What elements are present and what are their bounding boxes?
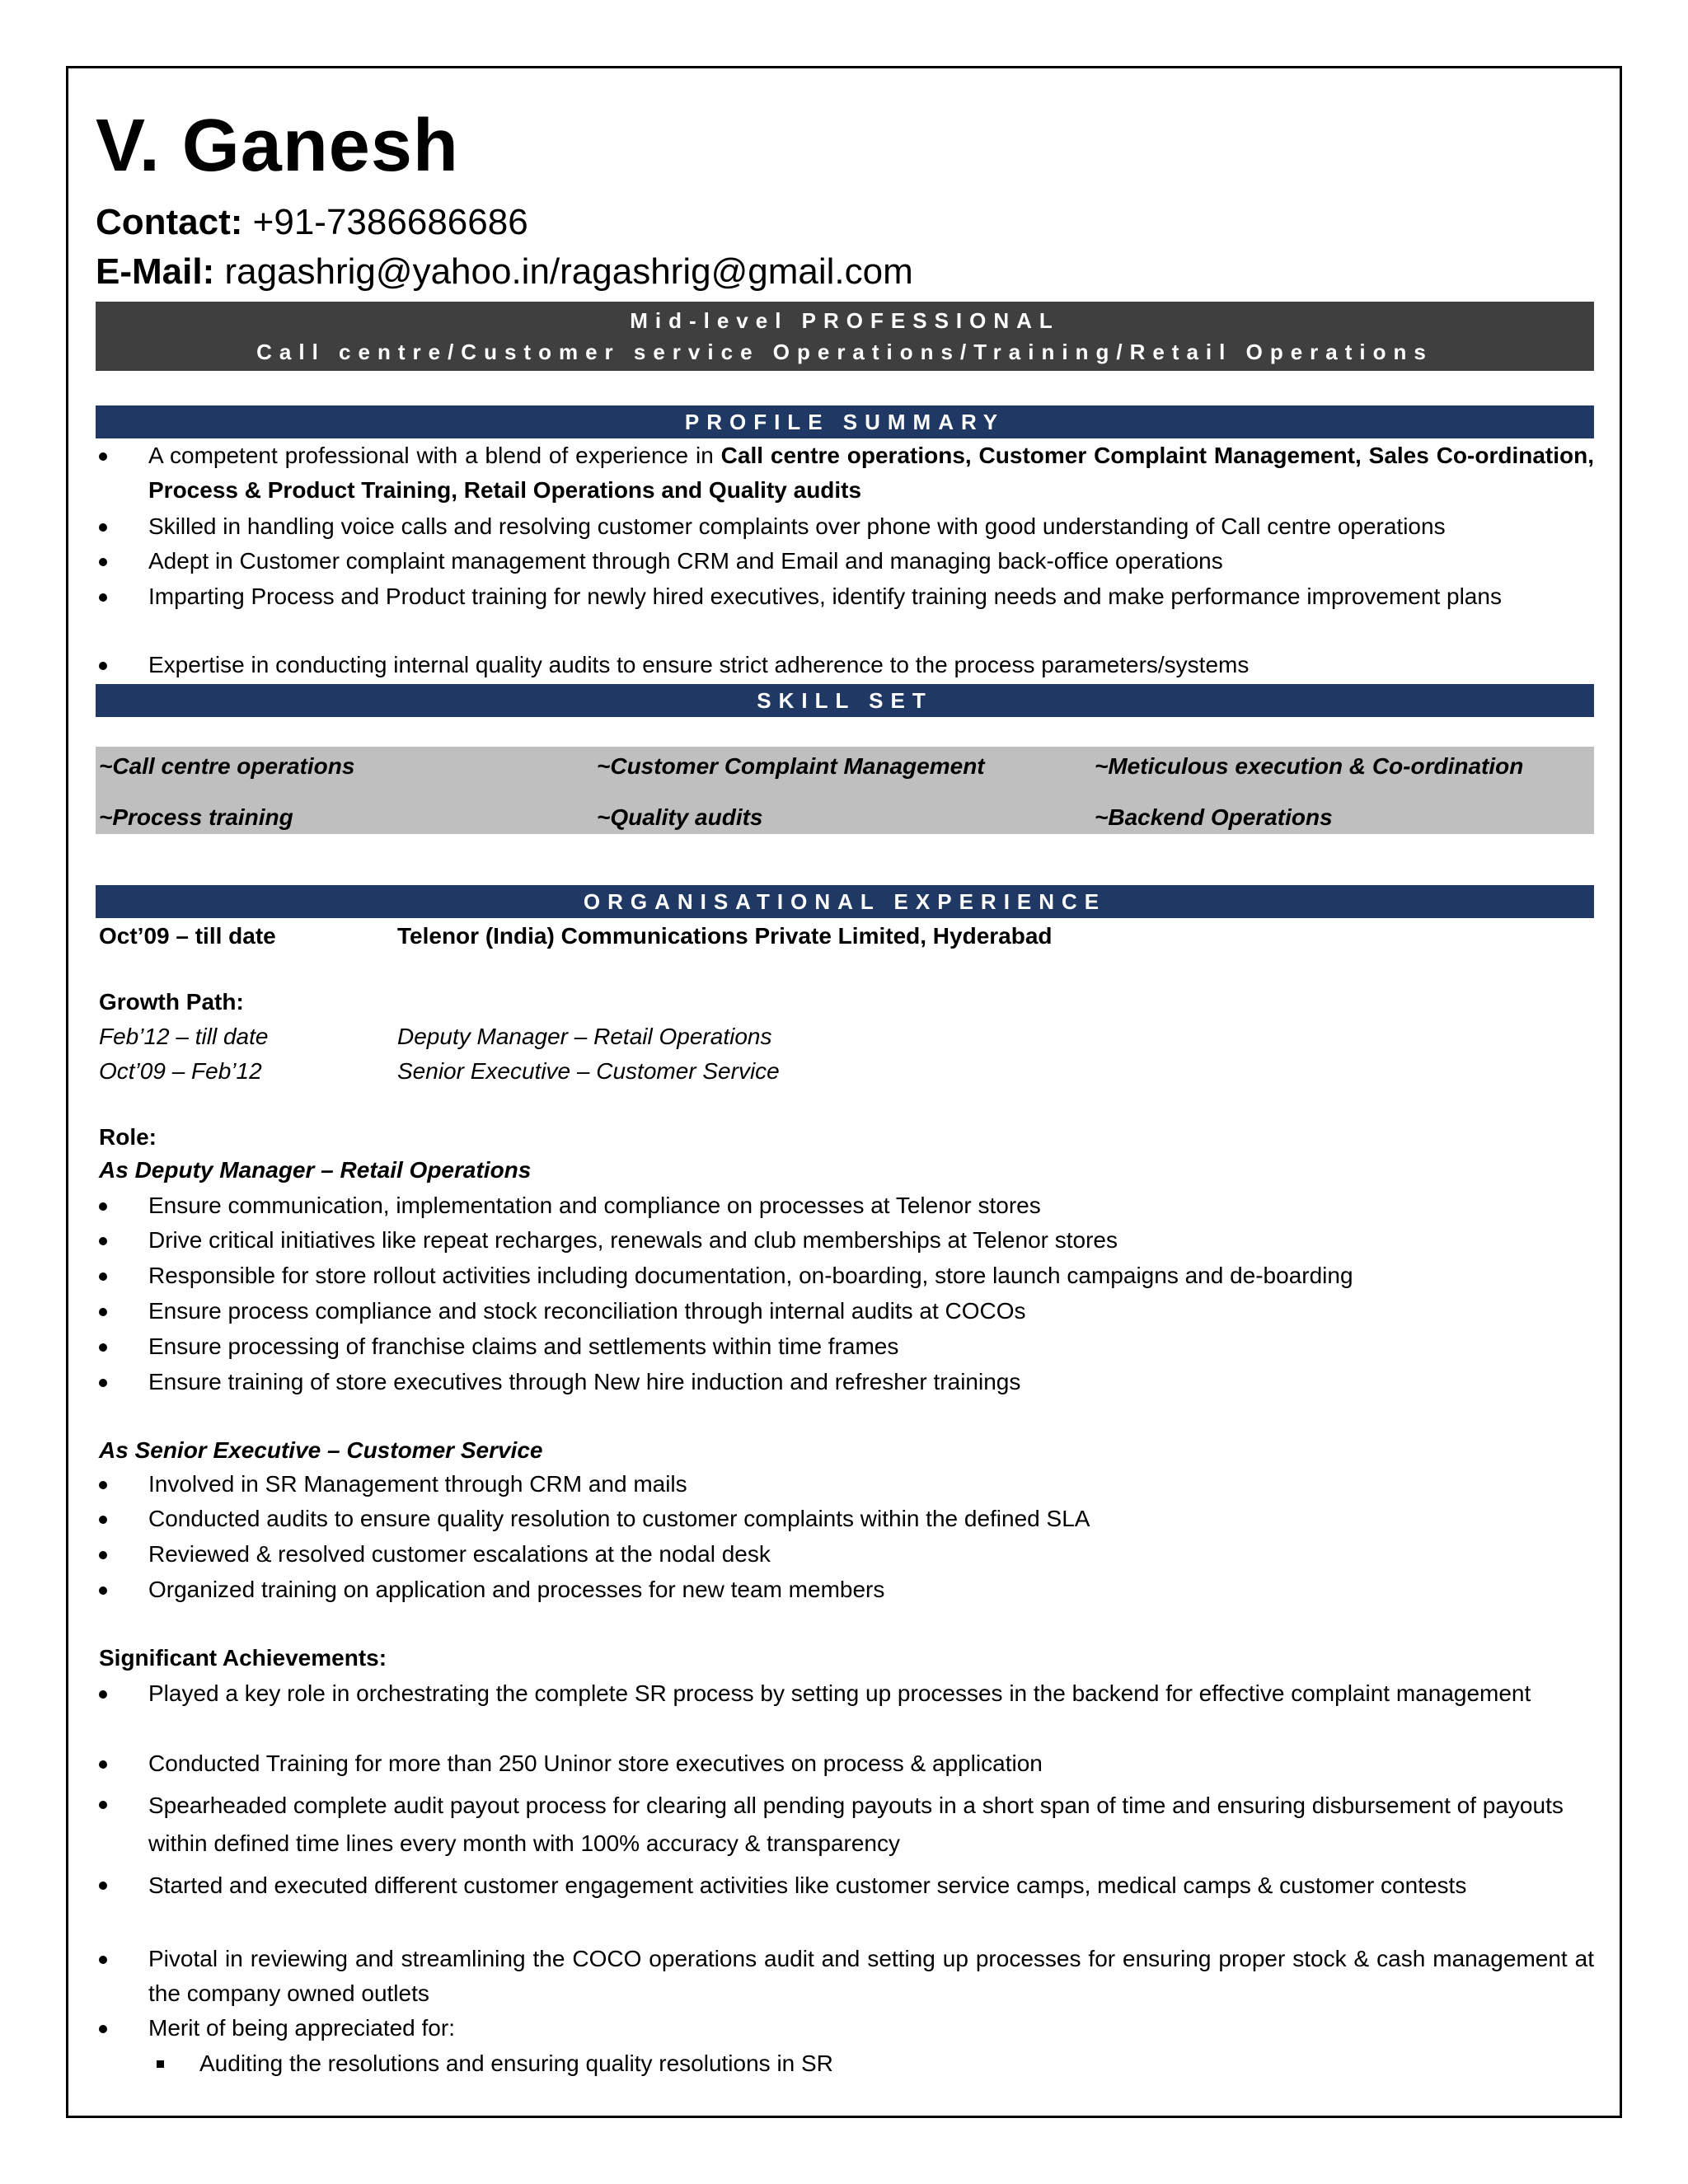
skill-item: ~Call centre operations <box>99 753 355 779</box>
achievement-item: Pivotal in reviewing and streamlining the COCO operations audit and setting up processes for ensuring proper stock & cash management at the company owned outlets <box>96 1942 1594 2011</box>
bullet-icon <box>99 1551 107 1559</box>
duty-item: Ensure communication, implementation and compliance on processes at Telenor stores <box>96 1188 1594 1223</box>
growth-role: Senior Executive – Customer Service <box>397 1058 780 1084</box>
skill-table <box>96 747 1594 834</box>
profile-summary-heading: PROFILE SUMMARY <box>96 405 1594 438</box>
title-line-1: Mid-level PROFESSIONAL <box>630 308 1060 333</box>
duty-item: Ensure process compliance and stock reconciliation through internal audits at COCOs <box>96 1294 1594 1329</box>
growth-period: Oct’09 – Feb’12 <box>99 1058 262 1084</box>
skill-item: ~Backend Operations <box>1095 804 1333 830</box>
profile-item: Expertise in conducting internal quality audits to ensure strict adherence to the process parameters/systems <box>96 648 1594 682</box>
duty-item: Conducted audits to ensure quality resolution to customer complaints within the defined SLA <box>96 1502 1594 1536</box>
achievement-item: Merit of being appreciated for: <box>96 2011 1594 2046</box>
profile-item: A competent professional with a blend of experience in Call centre operations, Customer Complaint Management, Sales Co-ordination, Process & Product Training, Retail Operations and Quality audits <box>96 438 1594 508</box>
company-name: Telenor (India) Communications Private Limited, Hyderabad <box>397 923 1053 949</box>
email-line <box>96 251 913 292</box>
bullet-icon <box>99 1379 107 1387</box>
bullet-icon <box>99 662 107 670</box>
role-label: Role: <box>99 1124 157 1150</box>
employment-period: Oct’09 – till date <box>99 923 276 949</box>
skill-item: ~Process training <box>99 804 293 830</box>
duty-item: Responsible for store rollout activities including documentation, on-boarding, store launch campaigns and de-boarding <box>96 1258 1594 1293</box>
profile-item: Adept in Customer complaint management through CRM and Email and managing back-office operations <box>96 544 1594 579</box>
bullet-icon <box>99 593 107 602</box>
bullet-icon <box>99 1516 107 1524</box>
skill-set-heading: SKILL SET <box>96 684 1594 717</box>
duty-item: Organized training on application and processes for new team members <box>96 1572 1594 1607</box>
bullet-icon <box>99 1202 107 1211</box>
bullet-icon <box>99 1308 107 1316</box>
contact-phone: +91-7386686686 <box>252 202 528 242</box>
experience-heading: ORGANISATIONAL EXPERIENCE <box>96 885 1594 918</box>
bullet-icon <box>99 1690 107 1699</box>
achievement-item: Conducted Training for more than 250 Uninor store executives on process & application <box>96 1746 1594 1781</box>
duty-item: Reviewed & resolved customer escalations at the nodal desk <box>96 1537 1594 1572</box>
bullet-icon <box>99 1586 107 1595</box>
bullet-icon <box>99 1882 107 1890</box>
bullet-icon <box>99 1237 107 1245</box>
duty-item: Ensure training of store executives through New hire induction and refresher trainings <box>96 1365 1594 1399</box>
square-bullet-icon <box>157 2060 164 2068</box>
skill-item: ~Meticulous execution & Co-ordination <box>1095 753 1524 779</box>
candidate-name: V. Ganesh <box>96 105 459 187</box>
bullet-icon <box>99 1272 107 1281</box>
achievement-item: Played a key role in orchestrating the complete SR process by setting up processes in the backend for effective complaint management <box>96 1676 1594 1711</box>
bullet-icon <box>99 1801 107 1809</box>
title-line-2: Call centre/Customer service Operations/Training/Retail Operations <box>256 340 1433 364</box>
bullet-icon <box>99 2025 107 2033</box>
profile-item: Imparting Process and Product training for newly hired executives, identify training needs and make performance improvement plans <box>96 579 1594 614</box>
growth-path-label: Growth Path: <box>99 989 244 1015</box>
skill-item: ~Customer Complaint Management <box>597 753 985 779</box>
bullet-icon <box>99 523 107 532</box>
bullet-icon <box>99 1481 107 1489</box>
bullet-icon <box>99 558 107 566</box>
bullet-icon <box>99 1956 107 1964</box>
deputy-manager-heading: As Deputy Manager – Retail Operations <box>99 1157 532 1183</box>
duty-item: Involved in SR Management through CRM and mails <box>96 1467 1594 1502</box>
achievement-subitem: Auditing the resolutions and ensuring quality resolutions in SR <box>96 2046 1594 2081</box>
email-label: E-Mail: <box>96 251 215 292</box>
bullet-icon <box>99 1760 107 1769</box>
achievements-heading: Significant Achievements: <box>99 1645 387 1671</box>
duty-item: Drive critical initiatives like repeat recharges, renewals and club memberships at Telenor stores <box>96 1223 1594 1258</box>
bullet-icon <box>99 1343 107 1352</box>
skill-item: ~Quality audits <box>597 804 763 830</box>
achievement-item: Spearheaded complete audit payout process for clearing all pending payouts in a short span of time and ensuring disbursement of payouts within defined time lines every month with 100% accuracy & transparency <box>96 1787 1594 1863</box>
growth-period: Feb’12 – till date <box>99 1024 269 1049</box>
achievement-item: Started and executed different customer engagement activities like customer service camps, medical camps & customer contests <box>96 1868 1594 1904</box>
contact-label: Contact: <box>96 202 243 242</box>
senior-executive-heading: As Senior Executive – Customer Service <box>99 1437 543 1463</box>
growth-role: Deputy Manager – Retail Operations <box>397 1024 772 1049</box>
professional-title-band <box>96 302 1594 371</box>
bullet-icon <box>99 452 107 461</box>
contact-line <box>96 204 528 241</box>
email-address: ragashrig@yahoo.in/ragashrig@gmail.com <box>224 251 913 292</box>
profile-item: Skilled in handling voice calls and resolving customer complaints over phone with good understanding of Call centre operations <box>96 509 1594 544</box>
duty-item: Ensure processing of franchise claims and settlements within time frames <box>96 1329 1594 1364</box>
